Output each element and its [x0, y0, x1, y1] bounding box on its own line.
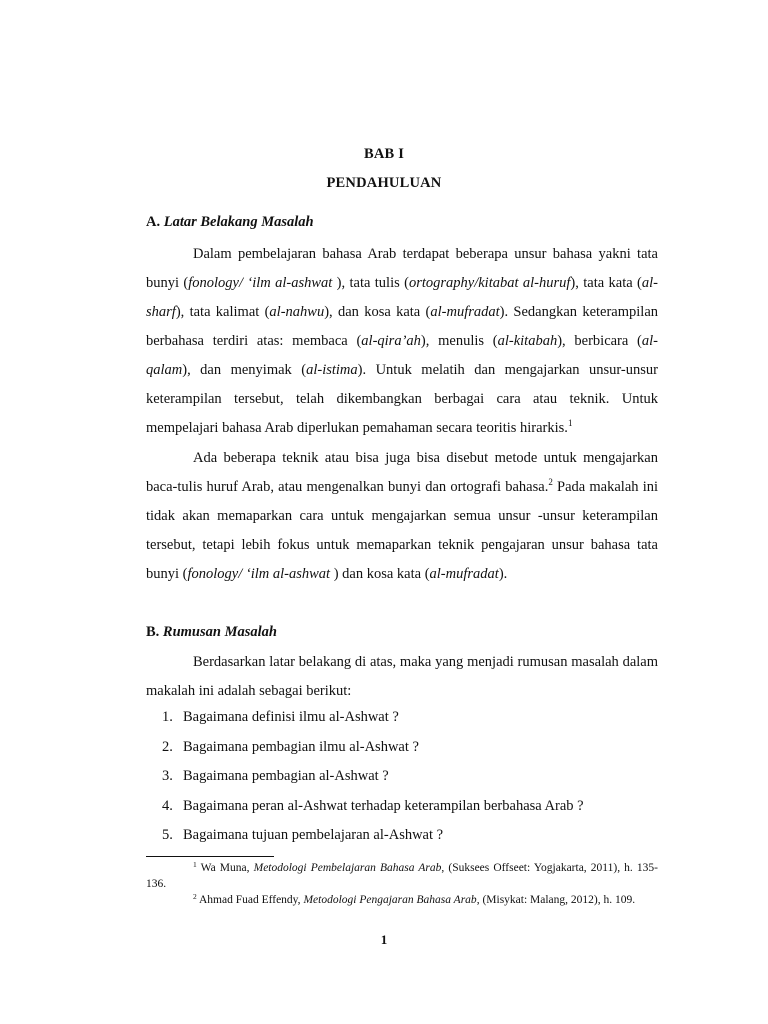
footnote-1 [146, 861, 658, 892]
list-item-number: 2. [162, 738, 173, 755]
text-run: Dalam pembelajaran bahasa Arab terdapat beberapa unsur bahasa yakni tata bunyi ( [146, 246, 658, 291]
text-run: Ada beberapa teknik atau bisa juga bisa disebut metode untuk mengajarkan baca-tulis huruf Arab, atau mengenalkan bunyi dan ortografi bahasa. [146, 450, 658, 495]
footnote-author: Ahmad Fuad Effendy, [196, 894, 304, 906]
list-item [146, 737, 666, 767]
list-item [146, 707, 666, 737]
list-item-text: Bagaimana definisi ilmu al-Ashwat ? [183, 709, 399, 725]
list-item-number: 5. [162, 827, 173, 843]
italic-term: al-mufradat [429, 566, 499, 582]
italic-term: fonology/ ‘ilm al-ashwat [187, 566, 331, 582]
footnote-number: 1 [193, 860, 197, 869]
chapter-subtitle: PENDAHULUAN [326, 175, 442, 191]
list-item-number: 3. [162, 768, 173, 784]
italic-term: al-nahwu [269, 304, 325, 320]
list-item [146, 825, 666, 855]
text-run: ), tata kalimat ( [175, 304, 270, 320]
text-run: ), dan menyimak ( [182, 362, 307, 378]
section-a-heading [146, 214, 314, 231]
italic-term: al-qalam [146, 333, 659, 378]
section-a-title: Latar Belakang Masalah [163, 214, 314, 230]
problem-list [146, 707, 666, 855]
text-run: ), berbicara ( [557, 333, 642, 349]
list-item [146, 796, 666, 826]
italic-term: al-mufradat [430, 304, 500, 320]
section-b-heading [146, 624, 277, 641]
italic-term: fonology/ ‘ilm al-ashwat [188, 275, 333, 291]
list-item-text: Bagaimana pembagian ilmu al-Ashwat ? [183, 738, 419, 755]
list-item-text: Bagaimana tujuan pembelajaran al-Ashwat ? [183, 827, 444, 843]
list-item-number: 1. [162, 709, 173, 725]
footnote-2 [146, 893, 658, 909]
italic-term: al-sharf [146, 275, 658, 320]
text-run: ), tata kata ( [570, 275, 642, 291]
text-run: ). Untuk melatih dan mengajarkan unsur-unsur keterampilan tersebut, telah dikembangkan berbagai cara atau teknik. Untuk mempelajari bahasa Arab diperlukan pemahaman secara teoritis hirarkis. [146, 362, 658, 436]
chapter-title: BAB I [363, 146, 405, 162]
footnote-divider [146, 856, 274, 857]
list-item-text: Bagaimana pembagian al-Ashwat ? [183, 768, 389, 784]
section-b-paragraph-1: Berdasarkan latar belakang di atas, maka yang menjadi rumusan masalah dalam makalah ini adalah sebagai berikut: [146, 654, 658, 699]
text-run: ). Sedangkan keterampilan berbahasa terdiri atas: membaca ( [146, 304, 658, 349]
footnote-book-title: Metodologi Pengajaran Bahasa Arab [303, 894, 477, 906]
text-run: ), tata tulis ( [332, 275, 409, 291]
list-item-text: Bagaimana peran al-Ashwat terhadap keterampilan berbahasa Arab ? [183, 797, 584, 814]
section-b-title: Rumusan Masalah [162, 624, 277, 640]
italic-term: ortography/kitabat al-huruf [408, 275, 571, 291]
footnote-ref-2[interactable]: 2 [548, 477, 553, 487]
footnote-publication: , (Misykat: Malang, 2012), h. 109. [476, 894, 636, 906]
text-run: Pada makalah ini tidak akan memaparkan cara untuk mengajarkan semua unsur -unsur keterampilan tersebut, tetapi lebih fokus untuk memaparkan teknik pengajaran unsur bahasa tata bunyi ( [146, 479, 659, 582]
section-a-letter: A. [146, 214, 161, 230]
text-run: ). [498, 566, 508, 582]
footnote-ref-1[interactable]: 1 [567, 418, 573, 428]
italic-term: al-istima [306, 362, 358, 378]
footnote-number: 2 [193, 892, 197, 901]
list-item-number: 4. [162, 797, 173, 814]
text-run: ) dan kosa kata ( [330, 566, 430, 582]
text-run: ), menulis ( [420, 333, 498, 349]
footnote-author: Wa Muna, [196, 862, 254, 874]
section-b-letter: B. [146, 624, 160, 640]
list-item [146, 766, 666, 796]
footnote-publication: , (Suksees Offseet: Yogjakarta, 2011), h. 135-136. [146, 862, 658, 890]
italic-term: al-qira’ah [361, 333, 421, 349]
section-a-paragraph-2 [146, 444, 658, 589]
page-number: 1 [380, 932, 388, 947]
italic-term: al-kitabah [497, 333, 558, 349]
section-a-paragraph-1 [146, 240, 658, 443]
footnote-book-title: Metodologi Pembelajaran Bahasa Arab [253, 862, 442, 874]
text-run: ), dan kosa kata ( [324, 304, 431, 320]
